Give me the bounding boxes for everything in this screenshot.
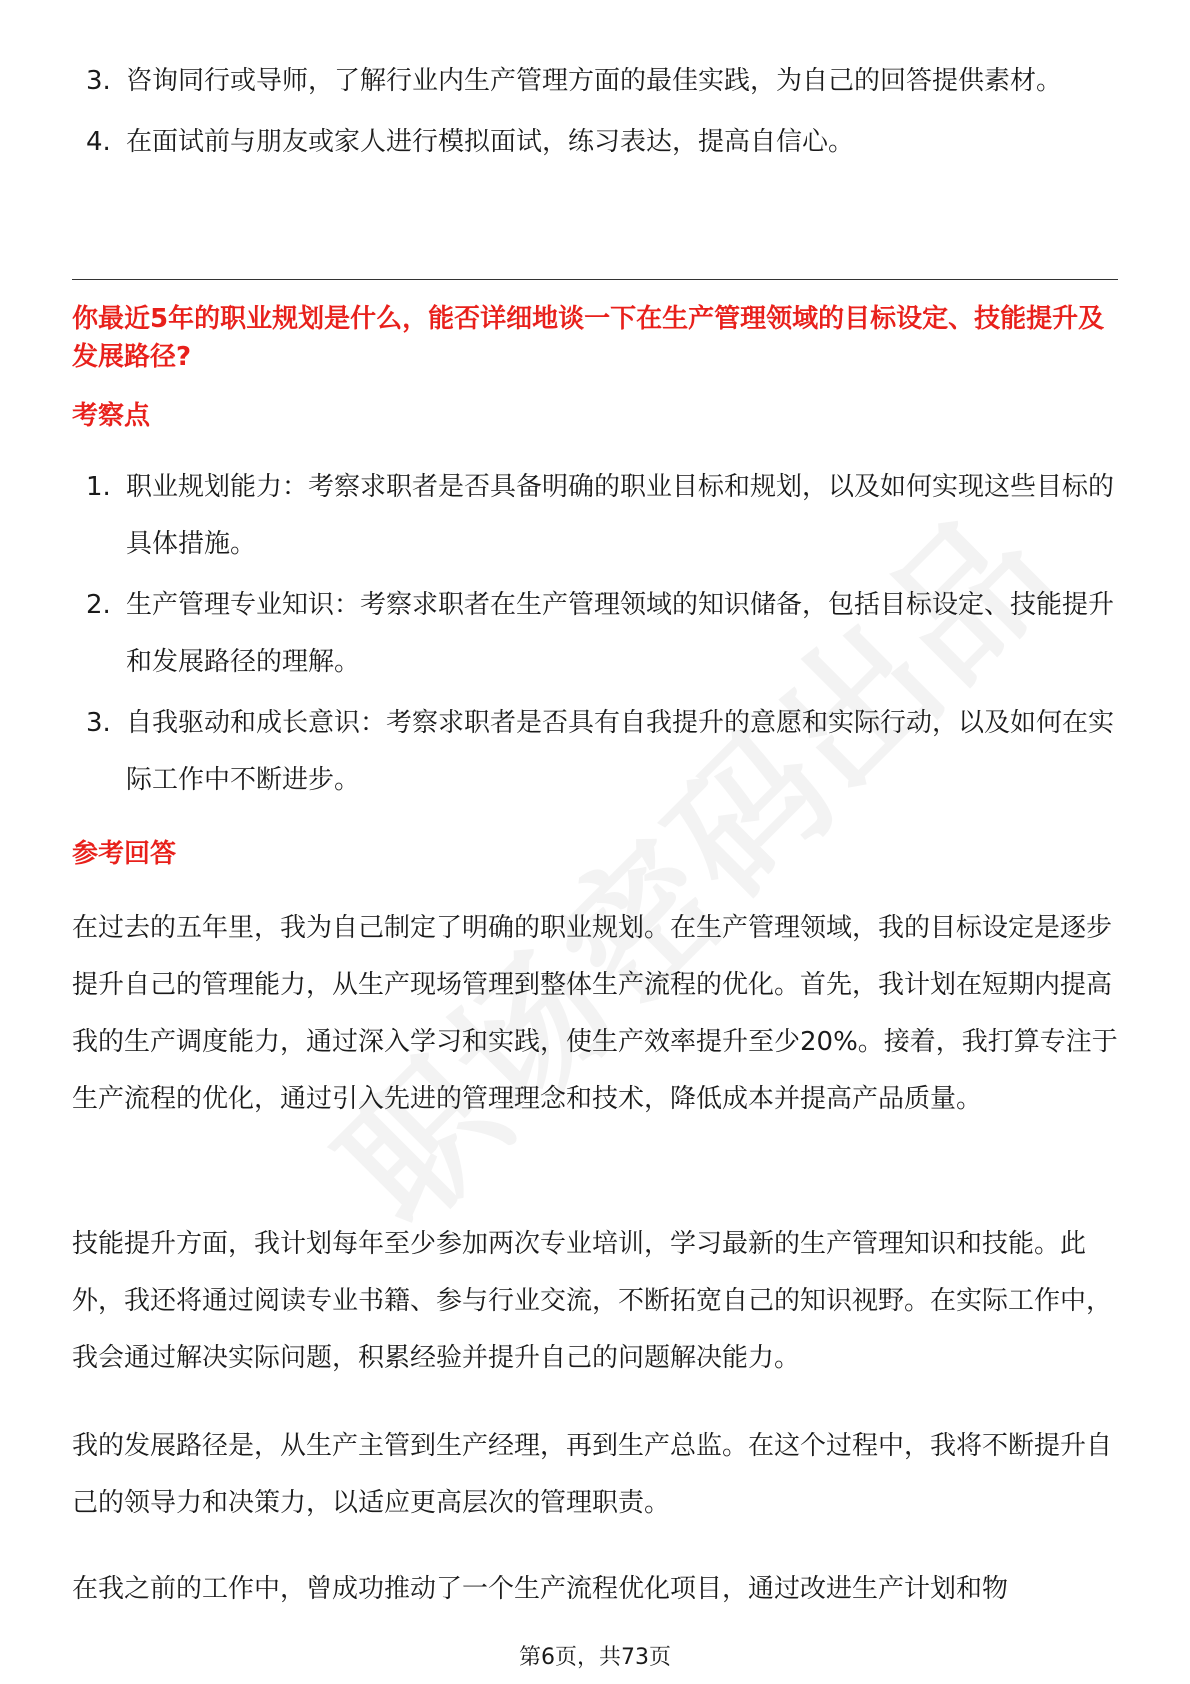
list-item bbox=[0, 577, 1190, 691]
assessment-points-list bbox=[0, 459, 1190, 813]
list-text: 自我驱动和成长意识：考察求职者是否具有自我提升的意愿和实际行动，以及如何在实际工作中不断进步。 bbox=[126, 708, 1115, 795]
answer-paragraph: 在我之前的工作中，曾成功推动了一个生产流程优化项目，通过改进生产计划和物 bbox=[72, 1574, 1009, 1604]
list-number: 3. bbox=[86, 708, 111, 738]
answer-paragraph: 我的发展路径是，从生产主管到生产经理，再到生产总监。在这个过程中，我将不断提升自己的领导力和决策力，以适应更高层次的管理职责。 bbox=[72, 1431, 1113, 1518]
list-text: 在面试前与朋友或家人进行模拟面试，练习表达，提高自信心。 bbox=[126, 127, 855, 157]
list-number: 1. bbox=[86, 472, 111, 502]
section-divider bbox=[72, 279, 1118, 280]
answer-heading: 参考回答 bbox=[72, 839, 177, 869]
list-text: 咨询同行或导师，了解行业内生产管理方面的最佳实践，为自己的回答提供素材。 bbox=[126, 66, 1063, 96]
page-number: 第6页，共73页 bbox=[519, 1645, 671, 1670]
list-number: 2. bbox=[86, 590, 111, 620]
list-item bbox=[0, 53, 1190, 110]
interview-question: 你最近5年的职业规划是什么，能否详细地谈一下在生产管理领域的目标设定、技能提升及发展路径? bbox=[72, 304, 1105, 372]
points-heading: 考察点 bbox=[72, 401, 151, 431]
list-text: 生产管理专业知识：考察求职者在生产管理领域的知识储备，包括目标设定、技能提升和发展路径的理解。 bbox=[126, 590, 1115, 677]
list-number: 3. bbox=[86, 66, 111, 96]
list-item bbox=[0, 695, 1190, 809]
answer-paragraph: 在过去的五年里，我为自己制定了明确的职业规划。在生产管理领域，我的目标设定是逐步提升自己的管理能力，从生产现场管理到整体生产流程的优化。首先，我计划在短期内提高我的生产调度能力，通过深入学习和实践，使生产效率提升至少20%。接着，我打算专注于生产流程的优化，通过引入先进的管理理念和技术，降低成本并提高产品质量。 bbox=[72, 913, 1118, 1114]
list-text: 职业规划能力：考察求职者是否具备明确的职业目标和规划，以及如何实现这些目标的具体措施。 bbox=[126, 472, 1115, 559]
tips-list bbox=[0, 53, 1190, 175]
list-number: 4. bbox=[86, 127, 111, 157]
answer-paragraph: 技能提升方面，我计划每年至少参加两次专业培训，学习最新的生产管理知识和技能。此外，我还将通过阅读专业书籍、参与行业交流，不断拓宽自己的知识视野。在实际工作中，我会通过解决实际问题，积累经验并提升自己的问题解决能力。 bbox=[72, 1229, 1113, 1373]
list-item bbox=[0, 114, 1190, 171]
list-item bbox=[0, 459, 1190, 573]
